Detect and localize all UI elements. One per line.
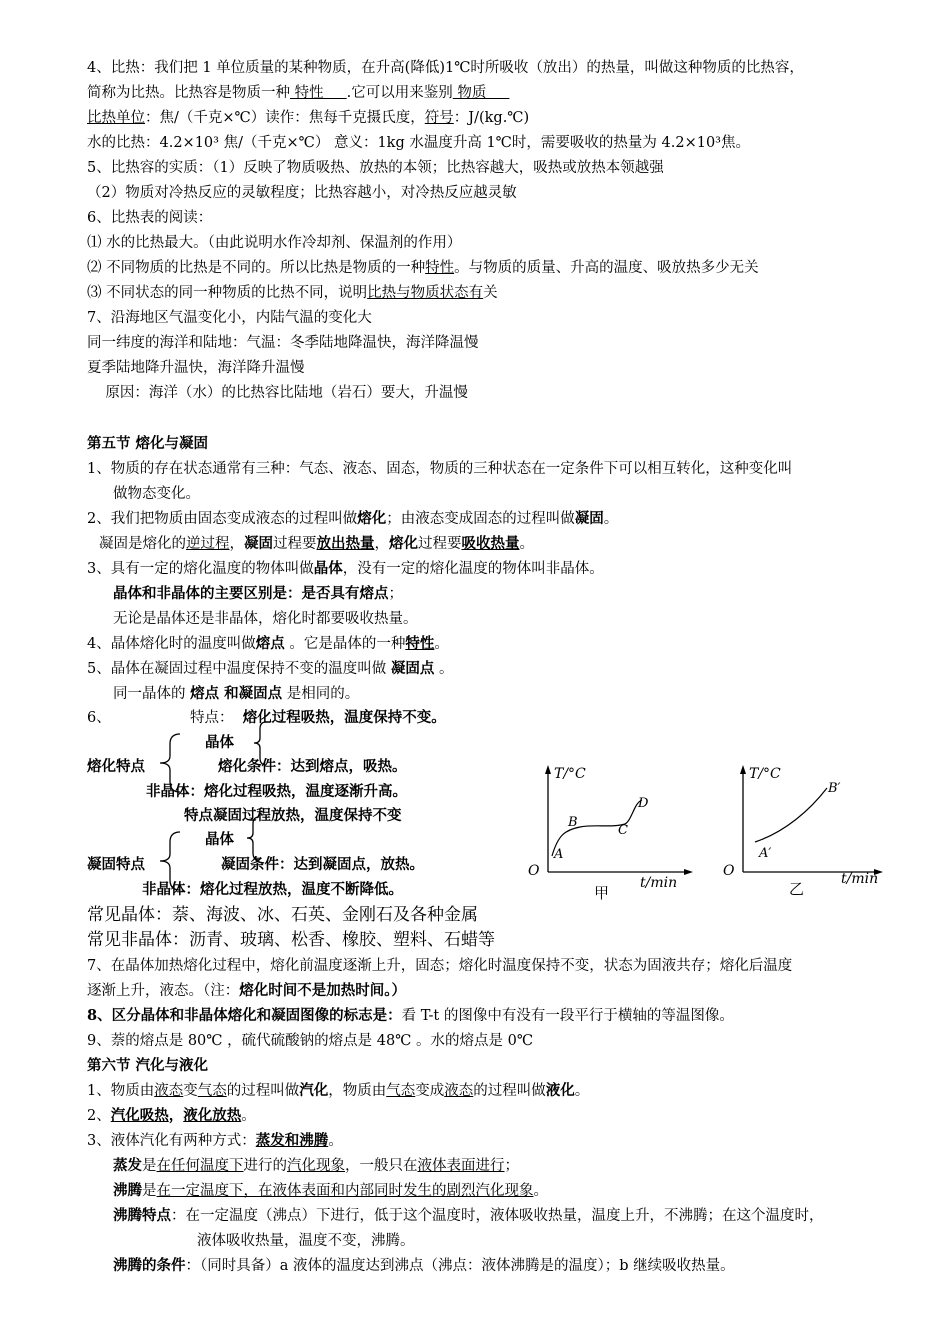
origin-label: O bbox=[723, 863, 735, 879]
term-underlined: 逆过程 bbox=[186, 536, 230, 552]
amorphous-curve bbox=[755, 788, 827, 842]
s7-line3: 夏季陆地降升温快，海洋降升温慢 bbox=[87, 360, 305, 376]
solidifying-features: 凝固特点 bbox=[87, 856, 145, 873]
sec5-p2-2 bbox=[99, 534, 534, 554]
sec5-p3 bbox=[87, 559, 604, 579]
s6-line0: 6、比热表的阅读： bbox=[87, 210, 213, 226]
s4-line4: 水的比热：4.2×10³ 焦/（千克×℃） 意义：1kg 水温度升高 1℃时，需要吸收的热量为 4.2×10³焦。 bbox=[87, 135, 750, 151]
text: 熔化过程吸热，温度保持不变。 bbox=[242, 709, 446, 726]
section-6-title: 第六节 汽化与液化 bbox=[87, 1057, 209, 1074]
term: 蒸发 bbox=[113, 1157, 142, 1174]
boiling-features-line2: 液体吸收热量，温度不变，沸腾。 bbox=[197, 1233, 415, 1249]
text: 简称为比热。比热容是物质一种 bbox=[87, 85, 290, 101]
text: ，一般只在 bbox=[345, 1158, 418, 1174]
text: 同一晶体的 bbox=[113, 686, 191, 702]
term: 沸腾 bbox=[113, 1182, 142, 1199]
origin-label: O bbox=[528, 863, 540, 879]
term: 凝固 bbox=[244, 535, 273, 552]
term-underlined: 液体表面进行 bbox=[417, 1158, 505, 1174]
text: ：在一定温度（沸点）下进行，低于这个温度时，液体吸收热量，温度上升，不沸腾；在这个温度时， bbox=[171, 1208, 824, 1224]
text: 关 bbox=[483, 285, 498, 301]
y-axis-arrow bbox=[545, 765, 551, 774]
sec6-p1 bbox=[87, 1081, 589, 1101]
text: 。 bbox=[328, 1133, 343, 1149]
sec5-p3-2 bbox=[113, 584, 403, 604]
text: 变 bbox=[183, 1083, 198, 1099]
x-axis-label: t/min bbox=[841, 871, 879, 887]
s7-line1: 7、沿海地区气温变化小，内陆气温的变化大 bbox=[87, 310, 372, 326]
brace-solidifying bbox=[150, 828, 190, 893]
term: 凝固点 bbox=[390, 660, 435, 677]
text: 凝固是熔化的 bbox=[99, 536, 186, 552]
s6-line3 bbox=[87, 283, 498, 303]
text: 1、物质由 bbox=[87, 1083, 155, 1099]
term: 液化 bbox=[545, 1082, 575, 1099]
text: ：（同时具备）a 液体的温度达到沸点（沸点：液体沸腾是的温度）；b 继续吸收热量。 bbox=[185, 1258, 735, 1274]
term-underlined: 物质 bbox=[452, 85, 510, 101]
point-A: A bbox=[554, 847, 564, 862]
melting-condition: 熔化条件：达到熔点，吸热。 bbox=[218, 758, 407, 775]
item6-feature bbox=[190, 708, 446, 728]
text: ， bbox=[168, 1107, 184, 1124]
term: 吸收热量 bbox=[461, 535, 520, 552]
point-B-prime: B′ bbox=[828, 781, 841, 796]
text: ，物质由 bbox=[328, 1083, 387, 1099]
text: 进行的 bbox=[243, 1158, 287, 1174]
term: 熔化 bbox=[389, 535, 418, 552]
text: 过程要 bbox=[418, 536, 462, 552]
item6-number: 6、 bbox=[87, 710, 111, 726]
text: 2、 bbox=[87, 1108, 111, 1124]
boiling-features-line bbox=[113, 1206, 824, 1226]
text: 是 bbox=[142, 1158, 157, 1174]
sec5-p9: 9、萘的熔点是 80℃ ，硫代硫酸钠的熔点是 48℃ 。水的熔点是 0℃ bbox=[87, 1033, 534, 1049]
text: .它可以用来鉴别 bbox=[346, 85, 453, 101]
text: 。 bbox=[434, 636, 449, 652]
amorphous-melting: 非晶体：熔化过程吸热，温度逐渐升高。 bbox=[146, 783, 407, 800]
term: 凝固 bbox=[574, 510, 604, 527]
point-C: C bbox=[618, 823, 628, 838]
term-underlined: 在任何温度下 bbox=[156, 1158, 244, 1174]
s6-line1: ⑴ 水的比热最大。（由此说明水作冷却剂、保温剂的作用） bbox=[87, 235, 462, 251]
term: 熔点 bbox=[255, 635, 285, 652]
melting-features: 熔化特点 bbox=[87, 758, 145, 775]
sec5-p5 bbox=[87, 659, 453, 679]
term: 晶体 bbox=[313, 560, 343, 577]
term: 特性 bbox=[405, 635, 435, 652]
text: 。 bbox=[533, 1183, 548, 1199]
term-underlined: 比热与物质状态有 bbox=[367, 285, 484, 301]
text: 看 T-t 的图像中有没有一段平行于横轴的等温图像。 bbox=[401, 1008, 734, 1024]
s4-line2 bbox=[87, 83, 509, 103]
text: 。它是晶体的一种 bbox=[284, 636, 406, 652]
brace-crystal-2 bbox=[245, 815, 265, 863]
common-crystals: 常见晶体：萘、海波、冰、石英、金刚石及各种金属 bbox=[87, 905, 478, 925]
term-underlined: 液态 bbox=[444, 1083, 474, 1099]
sec5-p1a: 1、物质的存在状态通常有三种：气态、液态、固态，物质的三种状态在一定条件下可以相互转化，这种变化叫 bbox=[87, 461, 793, 477]
term-underlined: 气态 bbox=[386, 1083, 416, 1099]
text: ⑶ 不同状态的同一种物质的比热不同，说明 bbox=[87, 285, 368, 301]
term-underlined: 特性 bbox=[425, 260, 455, 276]
sec5-p7a: 7、在晶体加热熔化过程中，熔化前温度逐渐上升，固态；熔化时温度保持不变，状态为固液共存；熔化后温度 bbox=[87, 958, 793, 974]
text: 。 bbox=[574, 1083, 590, 1099]
s5-line1: 5、比热容的实质：（1）反映了物质吸热、放热的本领；比热容越大，吸热或放热本领越强 bbox=[87, 160, 664, 176]
sec5-p1b: 做物态变化。 bbox=[113, 486, 200, 502]
y-axis-label: T/°C bbox=[749, 766, 781, 782]
term: 8、区分晶体和非晶体熔化和凝固图像的标志是： bbox=[87, 1007, 402, 1024]
text: 。 bbox=[434, 661, 454, 677]
boiling-line bbox=[113, 1181, 548, 1201]
melting-curve bbox=[552, 800, 642, 856]
crystal-label-2: 晶体 bbox=[205, 831, 234, 848]
text: ：J/(kg.℃) bbox=[453, 110, 530, 126]
s6-line2 bbox=[87, 258, 759, 278]
term-underlined: 符号 bbox=[424, 110, 454, 126]
term: 晶体和非晶体的主要区别是：是否具有熔点 bbox=[113, 585, 389, 602]
point-D: D bbox=[638, 796, 649, 811]
text: 逐渐上升，液态。（注： bbox=[87, 983, 240, 999]
s4-line3 bbox=[87, 108, 529, 128]
sec5-p3-3: 无论是晶体还是非晶体，熔化时都要吸收热量。 bbox=[113, 611, 418, 627]
text: 5、晶体在凝固过程中温度保持不变的温度叫做 bbox=[87, 661, 391, 677]
brace-crystal-1 bbox=[252, 720, 272, 768]
term: 液化放热 bbox=[183, 1107, 242, 1124]
text: 。 bbox=[241, 1108, 256, 1124]
sec5-p8 bbox=[87, 1006, 734, 1026]
boiling-conditions-line bbox=[113, 1256, 735, 1276]
term-underlined: 液态 bbox=[154, 1083, 184, 1099]
sec6-p2 bbox=[87, 1106, 256, 1126]
term: 熔化 bbox=[357, 510, 387, 527]
sec5-p5-2 bbox=[113, 684, 359, 704]
term: 汽化吸热 bbox=[110, 1107, 169, 1124]
term: 汽化 bbox=[299, 1082, 329, 1099]
sec6-p3 bbox=[87, 1131, 343, 1151]
text: ， bbox=[229, 536, 244, 552]
text: 。 bbox=[603, 511, 619, 527]
sec5-p2 bbox=[87, 509, 618, 529]
brace-melting bbox=[150, 730, 190, 795]
label: 特点： bbox=[190, 710, 234, 726]
text: 4、晶体熔化时的温度叫做 bbox=[87, 636, 256, 652]
y-axis-label: T/°C bbox=[554, 766, 586, 782]
text: ； bbox=[504, 1158, 519, 1174]
term: 熔点 bbox=[190, 685, 220, 702]
text: ：焦/（千克×℃）读作：焦每千克摄氏度， bbox=[145, 110, 425, 126]
term-underlined: 比热单位 bbox=[87, 110, 145, 126]
text: 是 bbox=[142, 1183, 157, 1199]
text: ，没有一定的熔化温度的物体叫非晶体。 bbox=[342, 561, 604, 577]
s4-line1: 4、比热：我们把 1 单位质量的某种物质，在升高(降低)1℃时所吸收（放出）的热量，叫做这种物质的比热容， bbox=[87, 60, 804, 76]
solidify-condition: 凝固条件：达到凝固点，放热。 bbox=[221, 856, 424, 873]
term: 凝固点 bbox=[238, 685, 283, 702]
text: ； bbox=[388, 586, 403, 602]
x-axis-label: t/min bbox=[640, 875, 678, 891]
text: ⑵ 不同物质的比热是不同的。所以比热是物质的一种 bbox=[87, 260, 426, 276]
crystal-label-1: 晶体 bbox=[205, 734, 234, 751]
text: 3、液体汽化有两种方式： bbox=[87, 1133, 256, 1149]
figure-crystal-melting-curve bbox=[520, 760, 695, 900]
text: 。 bbox=[519, 536, 534, 552]
term: 熔化时间不是加热时间。） bbox=[239, 982, 406, 999]
s7-line4: 原因：海洋（水）的比热容比陆地（岩石）要大，升温慢 bbox=[87, 385, 468, 401]
text: 。与物质的质量、升高的温度、吸放热多少无关 bbox=[454, 260, 759, 276]
text: 过程要 bbox=[273, 536, 317, 552]
text: 变成 bbox=[415, 1083, 445, 1099]
text: 的过程叫做 bbox=[473, 1083, 546, 1099]
figure-caption: 甲 bbox=[594, 884, 610, 900]
sec5-p4 bbox=[87, 634, 449, 654]
term: 沸腾特点 bbox=[113, 1207, 171, 1224]
figure-amorphous-curve bbox=[715, 760, 890, 900]
term-underlined: 特性 bbox=[290, 85, 347, 101]
amorphous-solidify: 非晶体：熔化过程放热，温度不断降低。 bbox=[142, 881, 403, 898]
text: 的过程叫做 bbox=[226, 1083, 300, 1099]
solidify-feature: 特点凝固过程放热，温度保持不变 bbox=[184, 807, 402, 824]
evaporation-line bbox=[113, 1156, 519, 1176]
sec5-p7b bbox=[87, 981, 406, 1001]
term-underlined: 气态 bbox=[197, 1083, 227, 1099]
text: ；由液态变成固态的过程叫做 bbox=[386, 511, 575, 527]
section-5-title: 第五节 熔化与凝固 bbox=[87, 435, 209, 452]
common-amorphous: 常见非晶体：沥青、玻璃、松香、橡胶、塑料、石蜡等 bbox=[87, 930, 495, 950]
term: 放出热量 bbox=[316, 535, 375, 552]
term: 蒸发和沸腾 bbox=[255, 1132, 329, 1149]
s5-line2: （2）物质对冷热反应的灵敏程度；比热容越小，对冷热反应越灵敏 bbox=[87, 185, 517, 201]
point-A-prime: A′ bbox=[759, 846, 772, 861]
s7-line2: 同一纬度的海洋和陆地：气温：冬季陆地降温快，海洋降温慢 bbox=[87, 335, 479, 351]
text: 2、我们把物质由固态变成液态的过程叫做 bbox=[87, 511, 358, 527]
text: 3、具有一定的熔化温度的物体叫做 bbox=[87, 561, 314, 577]
figure-caption: 乙 bbox=[789, 880, 805, 898]
term-underlined: 在一定温度下，在液体表面和内部同时发生的剧烈汽化现象 bbox=[156, 1183, 534, 1199]
y-axis-arrow bbox=[740, 765, 746, 774]
x-axis-arrow bbox=[684, 869, 693, 875]
text: 是相同的。 bbox=[282, 686, 360, 702]
point-B: B bbox=[568, 815, 578, 830]
term-underlined: 汽化现象 bbox=[287, 1158, 345, 1174]
text: ， bbox=[374, 536, 389, 552]
term: 沸腾的条件 bbox=[113, 1257, 186, 1274]
text: 和 bbox=[219, 685, 239, 702]
